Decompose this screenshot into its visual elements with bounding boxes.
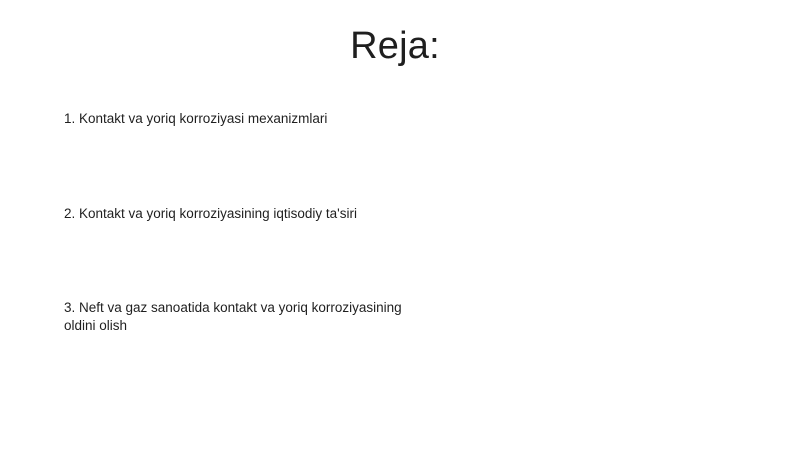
plan-item-2: 2. Kontakt va yoriq korroziyasining iqtisodiy ta'siri [64, 206, 357, 221]
plan-item-1: 1. Kontakt va yoriq korroziyasi mexanizmlari [64, 111, 328, 126]
slide-title: Reja: [350, 25, 440, 67]
plan-item-3: 3. Neft va gaz sanoatida kontakt va yoriq korroziyasining oldini olish [64, 300, 402, 333]
